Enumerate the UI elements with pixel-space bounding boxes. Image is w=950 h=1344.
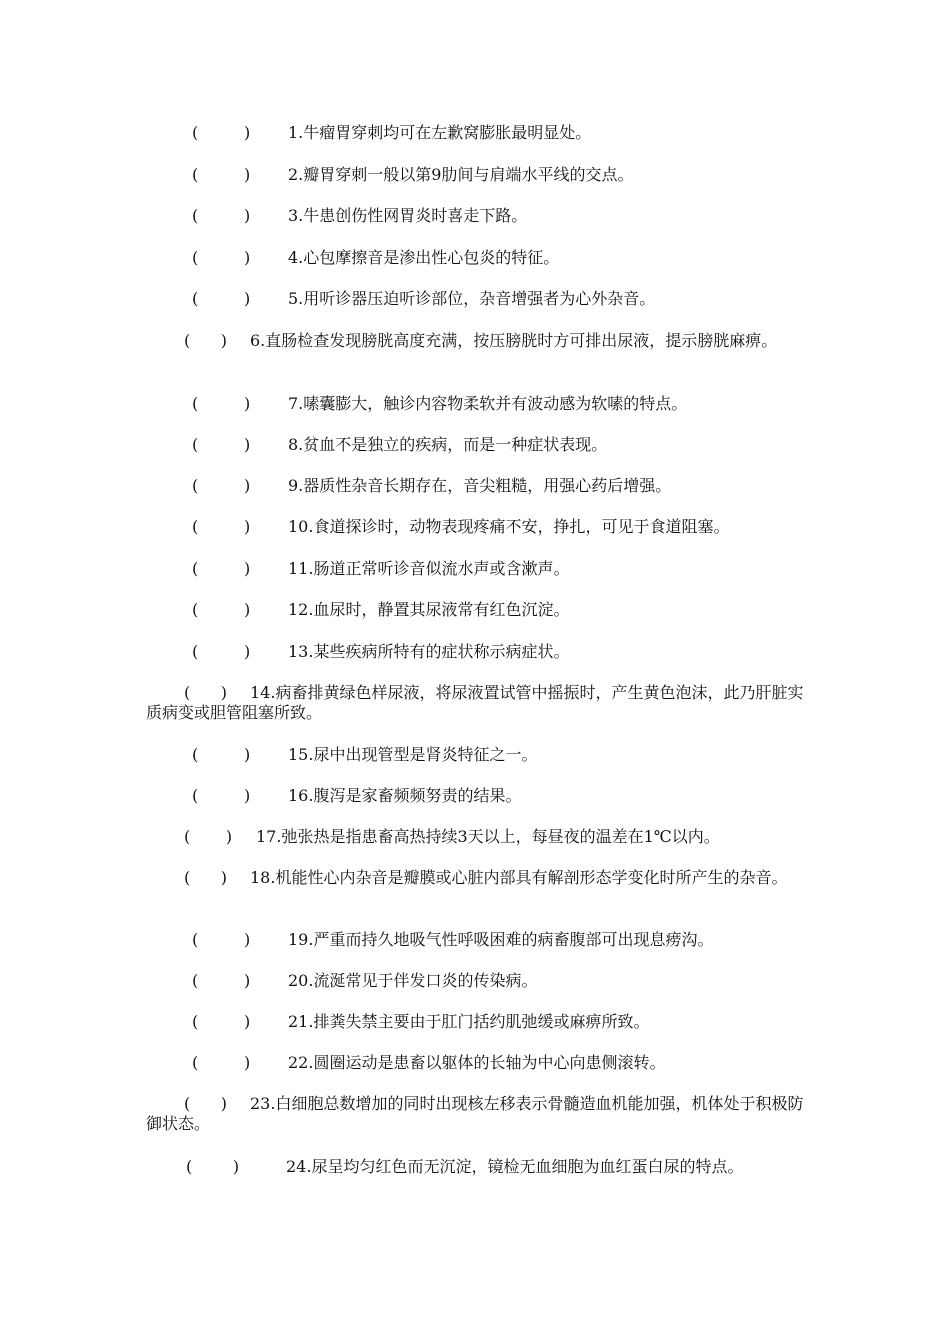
answer-blank[interactable]: ( ) [192, 1053, 251, 1072]
answer-blank[interactable]: ( ) [184, 827, 233, 846]
answer-blank[interactable]: ( ) [184, 331, 227, 350]
answer-blank[interactable]: ( ) [192, 1012, 251, 1031]
question-text: 21.排粪失禁主要由于肛门括约肌弛缓或麻痹所致。 [288, 1012, 650, 1031]
question-14 [146, 683, 816, 723]
answer-blank[interactable]: ( ) [192, 123, 251, 142]
question-4 [146, 249, 816, 267]
question-text: 22.圆圈运动是患畜以躯体的长轴为中心向患侧滚转。 [288, 1053, 666, 1072]
question-20 [146, 972, 816, 990]
answer-blank[interactable]: ( ) [192, 600, 251, 619]
question-text: 5.用听诊器压迫听诊部位，杂音增强者为心外杂音。 [288, 289, 656, 308]
answer-blank[interactable]: ( ) [192, 971, 251, 990]
question-3 [146, 207, 816, 225]
question-16 [146, 787, 816, 805]
question-text: 7.嗉囊膨大，触诊内容物柔软并有波动感为软嗉的特点。 [288, 394, 688, 413]
question-10 [146, 518, 816, 536]
answer-blank[interactable]: ( ) [192, 786, 251, 805]
answer-blank[interactable]: ( ) [192, 435, 251, 454]
answer-blank[interactable]: ( ) [192, 930, 251, 949]
question-5 [146, 290, 816, 308]
question-text: 2.瓣胃穿刺一般以第9肋间与肩端水平线的交点。 [288, 165, 634, 184]
question-text: 16.腹泻是家畜频频努责的结果。 [288, 786, 522, 805]
question-23 [146, 1094, 816, 1134]
question-11 [146, 560, 816, 578]
question-6 [146, 331, 816, 351]
question-text: 3.牛患创伤性网胃炎时喜走下路。 [288, 206, 528, 225]
question-text: 8.贫血不是独立的疾病，而是一种症状表现。 [288, 435, 608, 454]
question-text: 10.食道探诊时，动物表现疼痛不安，挣扎，可见于食道阻塞。 [288, 517, 730, 536]
answer-blank[interactable]: ( ) [192, 642, 251, 661]
question-21 [146, 1013, 816, 1031]
question-15 [146, 746, 816, 764]
answer-blank[interactable]: ( ) [192, 165, 251, 184]
answer-blank[interactable]: ( ) [192, 289, 251, 308]
answer-blank[interactable]: ( ) [192, 476, 251, 495]
question-text: 9.器质性杂音长期存在，音尖粗糙，用强心药后增强。 [288, 476, 672, 495]
question-7 [146, 395, 816, 413]
question-text: 24.尿呈均匀红色而无沉淀，镜检无血细胞为血红蛋白尿的特点。 [286, 1157, 744, 1176]
question-text: 6.直肠检查发现膀胱高度充满，按压膀胱时方可排出尿液，提示膀胱麻痹。 [250, 331, 778, 350]
answer-blank[interactable]: ( ) [184, 868, 227, 887]
question-1 [146, 124, 816, 142]
question-text: 11.肠道正常听诊音似流水声或含漱声。 [288, 559, 570, 578]
question-19 [146, 931, 816, 949]
question-2 [146, 166, 816, 184]
answer-blank[interactable]: ( ) [192, 745, 251, 764]
answer-blank[interactable]: ( ) [192, 517, 251, 536]
question-13 [146, 643, 816, 661]
question-text: 17.弛张热是指患畜高热持续3天以上，每昼夜的温差在1℃以内。 [256, 827, 720, 846]
question-12 [146, 601, 816, 619]
answer-blank[interactable]: ( ) [184, 1094, 227, 1113]
answer-blank[interactable]: ( ) [184, 683, 227, 702]
question-text: 12.血尿时，静置其尿液常有红色沉淀。 [288, 600, 570, 619]
question-18 [146, 868, 816, 888]
question-17 [146, 828, 816, 846]
answer-blank[interactable]: ( ) [192, 206, 251, 225]
question-text: 1.牛瘤胃穿刺均可在左歉窝膨胀最明显处。 [288, 123, 592, 142]
answer-blank[interactable]: ( ) [192, 394, 251, 413]
question-22 [146, 1054, 816, 1072]
question-text: 4.心包摩擦音是渗出性心包炎的特征。 [288, 248, 560, 267]
question-8 [146, 436, 816, 454]
question-text: 13.某些疾病所特有的症状称示病症状。 [288, 642, 570, 661]
question-text: 23.白细胞总数增加的同时出现核左移表示骨髓造血机能加强，机体处于积极防御状态。 [146, 1094, 804, 1133]
question-text: 20.流涎常见于伴发口炎的传染病。 [288, 971, 538, 990]
question-text: 18.机能性心内杂音是瓣膜或心脏内部具有解剖形态学变化时所产生的杂音。 [250, 868, 788, 887]
question-text: 19.严重而持久地吸气性呼吸困难的病畜腹部可出现息痨沟。 [288, 930, 714, 949]
question-24 [146, 1158, 816, 1176]
question-text: 15.尿中出现管型是肾炎特征之一。 [288, 745, 538, 764]
answer-blank[interactable]: ( ) [186, 1157, 240, 1176]
answer-blank[interactable]: ( ) [192, 248, 251, 267]
question-9 [146, 477, 816, 495]
question-text: 14.病畜排黄绿色样尿液，将尿液置试管中摇振时，产生黄色泡沫，此乃肝脏实质病变或胆管阻塞所致。 [146, 683, 804, 722]
answer-blank[interactable]: ( ) [192, 559, 251, 578]
